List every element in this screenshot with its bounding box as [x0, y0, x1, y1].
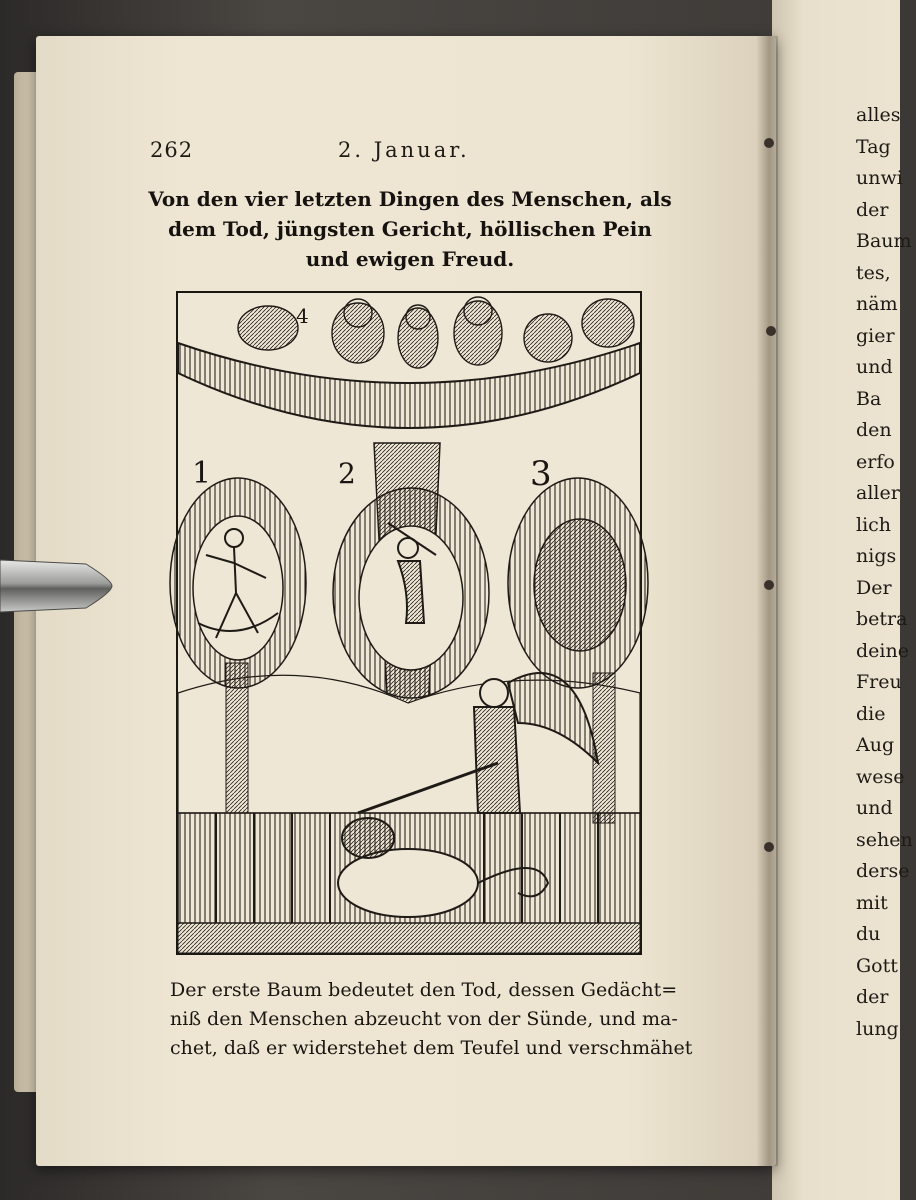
facing-fragment: unwi	[856, 167, 903, 189]
woodcut-numeral: 2	[338, 457, 356, 490]
facing-fragment: Freu	[856, 671, 902, 693]
facing-fragment: tes,	[856, 261, 891, 284]
page-header	[150, 138, 670, 168]
facing-fragment: Der	[856, 576, 892, 599]
facing-fragment: deine	[856, 639, 909, 662]
book-gutter	[756, 36, 778, 1166]
woodcut-drawing	[178, 293, 640, 953]
facing-fragment: nigs	[856, 545, 897, 567]
body-line: niß den Menschen abzeucht von der Sünde, und ma-	[170, 1008, 678, 1030]
facing-page-text	[856, 100, 916, 1045]
facing-fragment: Ba	[856, 387, 882, 410]
facing-fragment: die	[856, 702, 886, 725]
facing-fragment: näm	[856, 293, 898, 315]
facing-fragment: den	[856, 419, 892, 441]
running-head: 2. Januar.	[338, 138, 470, 162]
facing-fragment: sehen	[856, 828, 913, 851]
binding-hole	[764, 842, 774, 852]
facing-fragment: lich	[856, 513, 892, 536]
title-line: Von den vier letzten Dingen des Menschen, als	[148, 187, 672, 211]
chapter-title	[140, 184, 680, 274]
binding-hole	[766, 326, 776, 336]
facing-fragment: betra	[856, 608, 908, 630]
facing-fragment: aller	[856, 482, 900, 504]
facing-fragment: der	[856, 198, 889, 221]
facing-fragment: Tag	[856, 135, 891, 158]
body-line: Der erste Baum bedeutet den Tod, dessen Gedächt=	[170, 979, 678, 1001]
facing-fragment: der	[856, 986, 889, 1008]
facing-fragment: und	[856, 797, 893, 819]
facing-fragment: Aug	[856, 734, 895, 756]
facing-fragment: Baum	[856, 230, 912, 252]
woodcut-numeral: 3	[530, 454, 552, 494]
facing-fragment: du	[856, 923, 881, 945]
letter-opener-blade	[0, 556, 118, 616]
facing-fragment: Gott	[856, 954, 898, 977]
body-paragraph	[170, 976, 693, 1063]
binding-hole	[764, 138, 774, 148]
woodcut-illustration	[176, 291, 642, 955]
facing-fragment: derse	[856, 860, 910, 882]
title-line: und ewigen Freud.	[305, 247, 515, 271]
woodcut-numeral: 4	[296, 304, 309, 328]
title-line: dem Tod, jüngsten Gericht, höllischen Pein	[168, 217, 652, 241]
facing-fragment: lung	[856, 1017, 899, 1040]
facing-fragment: alles	[856, 104, 901, 126]
body-line: chet, daß er widerstehet dem Teufel und verschmähet	[170, 1037, 693, 1059]
facing-fragment: mit	[856, 891, 888, 914]
facing-fragment: erfo	[856, 450, 895, 473]
facing-fragment: und	[856, 356, 893, 378]
woodcut-numeral: 1	[192, 456, 212, 491]
facing-fragment: wese	[856, 765, 905, 788]
facing-fragment: gier	[856, 324, 895, 347]
binding-hole	[764, 580, 774, 590]
page-number: 262	[150, 138, 194, 162]
